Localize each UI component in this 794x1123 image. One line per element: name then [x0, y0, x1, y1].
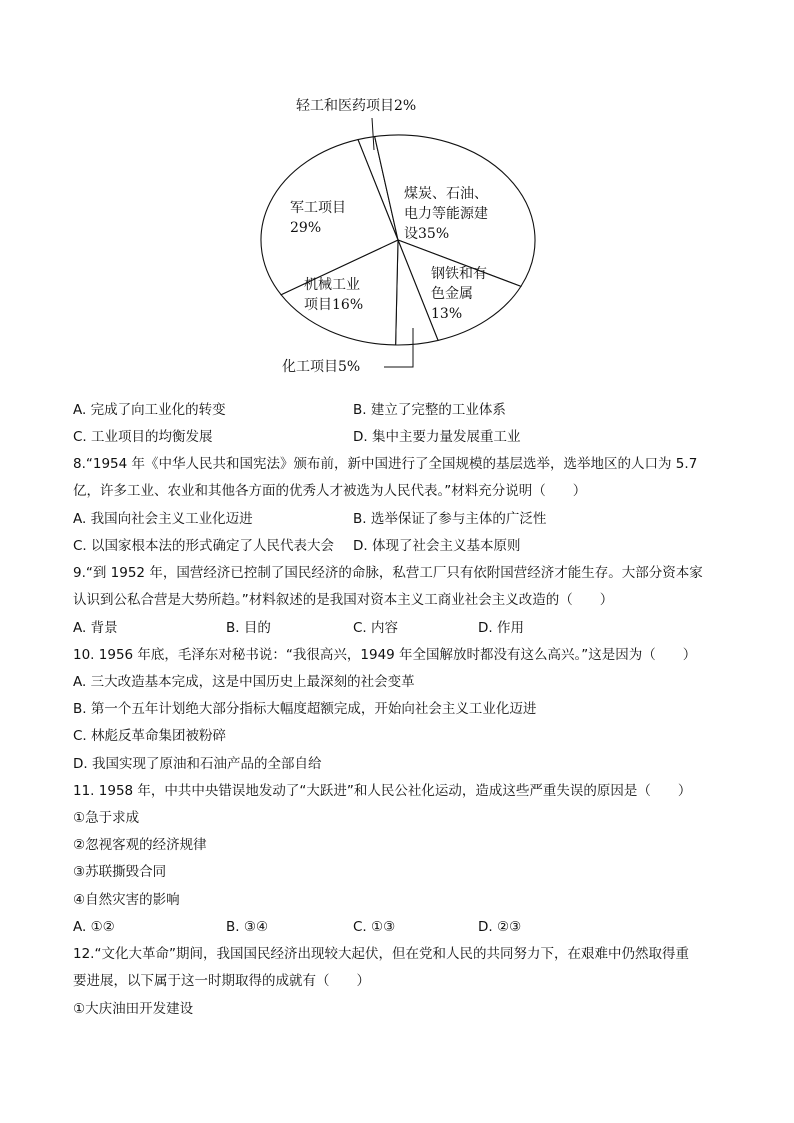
q10-option-d: D. 我国实现了原油和石油产品的全部自给: [73, 756, 322, 772]
q8-stem-line2: 亿，许多工业、农业和其他各方面的优秀人才被选为人民代表。”材料充分说明（ ）: [73, 483, 587, 499]
q9-stem-line1: 9.“到 1952 年，国营经济已控制了国民经济的命脉，私营工厂只有依附国营经济才能生存。大部分资本家: [73, 565, 703, 581]
q8-stem-line1: 8.“1954 年《中华人民共和国宪法》颁布前，新中国进行了全国规模的基层选举，选举地区的人口为 5.7: [73, 456, 698, 472]
label-steel-line1: 钢铁和有: [431, 266, 487, 282]
q11-option-b: B. ③④: [226, 919, 269, 935]
label-machinery-line2: 项目16%: [304, 297, 364, 313]
label-steel-line3: 13%: [431, 306, 463, 322]
label-steel-line2: 色金属: [431, 286, 473, 302]
q9-option-c: C. 内容: [353, 620, 399, 636]
q10-option-a: A. 三大改造基本完成，这是中国历史上最深刻的社会变革: [73, 674, 415, 690]
label-energy-line2: 电力等能源建: [404, 206, 488, 222]
pie-chart: [0, 0, 794, 390]
pie-chart-svg: [0, 0, 794, 390]
q11-item-4: ④自然灾害的影响: [73, 892, 180, 908]
label-chemical: 化工项目5%: [282, 359, 361, 375]
label-military-line2: 29%: [290, 220, 322, 236]
q8-option-a: A. 我国向社会主义工业化迈进: [73, 511, 253, 527]
q11-item-3: ③苏联撕毁合同: [73, 864, 167, 880]
q11-stem: 11. 1958 年，中共中央错误地发动了“大跃进”和人民公社化运动，造成这些严重失误的原因是（ ）: [73, 783, 692, 799]
q9-option-d: D. 作用: [478, 620, 524, 636]
q7-option-a: A. 完成了向工业化的转变: [73, 402, 226, 418]
label-machinery-line1: 机械工业: [304, 277, 360, 293]
q7-option-b: B. 建立了完整的工业体系: [353, 402, 506, 418]
q10-option-c: C. 林彪反革命集团被粉碎: [73, 728, 227, 744]
q10-stem: 10. 1956 年底，毛泽东对秘书说：“我很高兴，1949 年全国解放时都没有这么高兴。”这是因为（ ）: [73, 647, 697, 663]
q11-option-d: D. ②③: [478, 919, 522, 935]
q9-stem-line2: 认识到公私合营是大势所趋。”材料叙述的是我国对资本主义工商业社会主义改造的（ ）: [73, 592, 614, 608]
q7-option-c: C. 工业项目的均衡发展: [73, 429, 213, 445]
label-steel: [431, 264, 487, 324]
label-light-medicine: 轻工和医药项目2%: [296, 98, 417, 114]
q12-stem-line2: 要进展，以下属于这一时期取得的成就有（ ）: [73, 973, 370, 989]
q11-item-1: ①急于求成: [73, 810, 140, 826]
q11-option-c: C. ①③: [353, 919, 396, 935]
q8-option-c: C. 以国家根本法的形式确定了人民代表大会: [73, 538, 335, 554]
label-military-line1: 军工项目: [290, 200, 346, 216]
label-military: [290, 198, 346, 238]
q9-option-b: B. 目的: [226, 620, 271, 636]
q10-option-b: B. 第一个五年计划绝大部分指标大幅度超额完成，开始向社会主义工业化迈进: [73, 701, 537, 717]
q7-option-d: D. 集中主要力量发展重工业: [353, 429, 521, 445]
q11-option-a: A. ①②: [73, 919, 115, 935]
label-energy-line3: 设35%: [404, 226, 450, 242]
label-energy-line1: 煤炭、石油、: [404, 186, 488, 202]
q9-option-a: A. 背景: [73, 620, 118, 636]
q8-option-b: B. 选举保证了参与主体的广泛性: [353, 511, 547, 527]
q8-option-d: D. 体现了社会主义基本原则: [353, 538, 521, 554]
label-energy: [404, 184, 488, 244]
q12-stem-line1: 12.“文化大革命”期间，我国国民经济出现较大起伏，但在党和人民的共同努力下，在艰难中仍然取得重: [73, 946, 689, 962]
q12-item-1: ①大庆油田开发建设: [73, 1001, 194, 1017]
q11-item-2: ②忽视客观的经济规律: [73, 837, 207, 853]
label-machinery: [304, 275, 363, 315]
